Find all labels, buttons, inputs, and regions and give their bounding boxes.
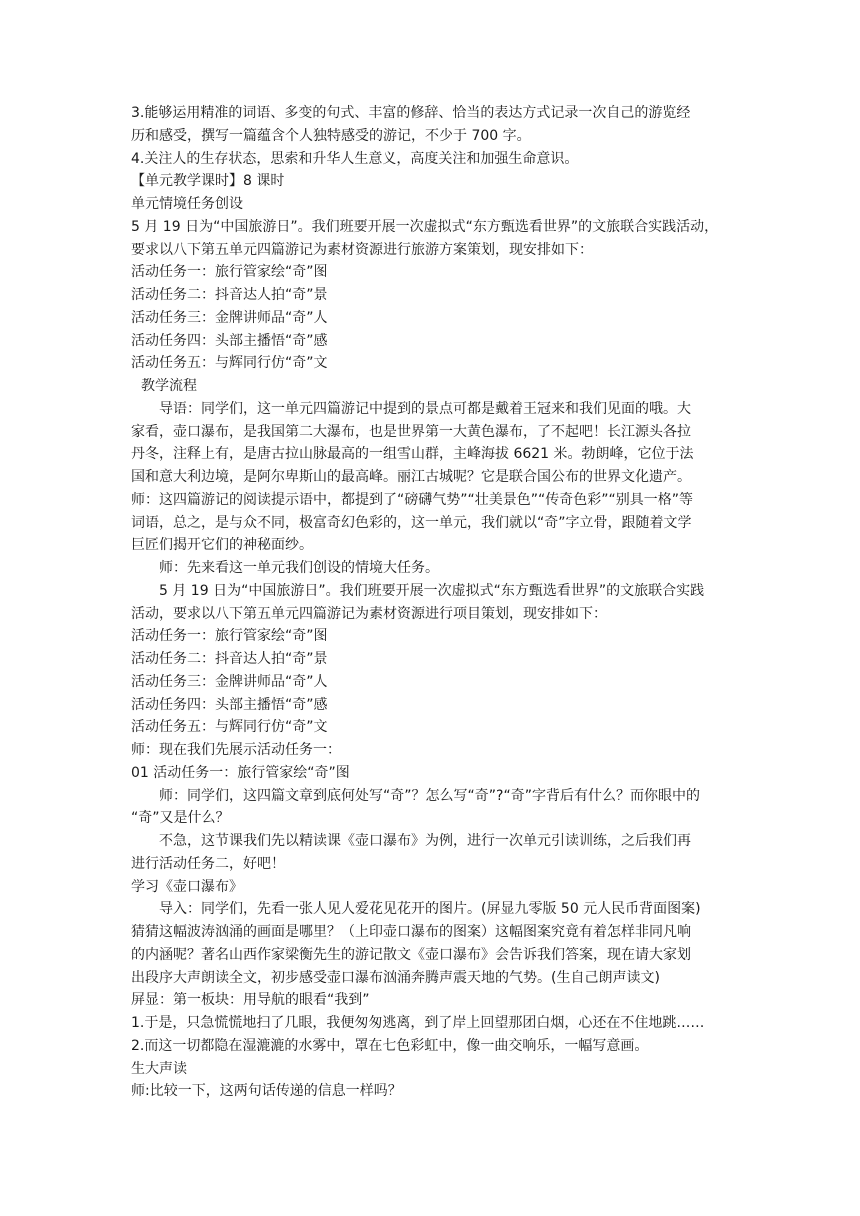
- text-line: 家看，壶口瀑布，是我国第二大瀑布，也是世界第一大黄色瀑布，了不起吧！长江源头各拉: [131, 423, 691, 440]
- text-line: 4.关注人的生存状态，思索和升华人生意义，高度关注和加强生命意识。: [131, 150, 579, 167]
- text-line: “奇”又是什么？: [131, 810, 230, 827]
- text-line: 要求以八下第五单元四篇游记为素材资源进行旅游方案策划，现安排如下：: [131, 241, 593, 258]
- task-item: 活动任务五：与辉同行仿“奇”文: [131, 719, 328, 736]
- document-page: [131, 102, 741, 1103]
- task-item: 活动任务二：抖音达人拍“奇”景: [131, 651, 328, 667]
- text-line: 进行活动任务二，好吧！: [131, 855, 285, 872]
- text-line: 词语，总之，是与众不同，极富奇幻色彩的，这一单元，我们就以“奇”字立骨，跟随着文学: [131, 514, 692, 531]
- text-line: 的内涵呢？著名山西作家梁衡先生的游记散文《壶口瀑布》会告诉我们答案，现在请大家划: [131, 946, 691, 963]
- text-line: 导入：同学们，先看一张人见人爱花见花开的图片。(屏显九零版 50 元人民币背面图案): [159, 901, 701, 918]
- text-line: 2.而这一切都隐在湿漉漉的水雾中，罩在七色彩虹中，像一曲交响乐，一幅写意画。: [131, 1037, 649, 1054]
- task-item: 活动任务三：金牌讲师品“奇”人: [131, 673, 328, 690]
- text-line: 猜猜这幅波涛汹涌的画面是哪里？（上印壶口瀑布的图案）这幅图案究竟有着怎样非同凡响: [131, 924, 691, 940]
- text-line: 活动，要求以八下第五单元四篇游记为素材资源进行项目策划，现安排如下：: [131, 605, 607, 622]
- text-line: 历和感受，撰写一篇蕴含个人独特感受的游记，不少于 700 字。: [131, 127, 531, 144]
- task-item: 活动任务四：头部主播悟“奇”感: [131, 332, 328, 349]
- text-line: 师：现在我们先展示活动任务一：: [131, 742, 341, 758]
- task-item: 活动任务二：抖音达人拍“奇”景: [131, 287, 328, 303]
- section-heading: 学习《壶口瀑布》: [131, 878, 243, 895]
- section-heading: 单元情境任务创设: [131, 196, 243, 212]
- text-line: 导语：同学们，这一单元四篇游记中提到的景点可都是戴着王冠来和我们见面的哦。大: [159, 400, 691, 417]
- text-line: 国和意大利边境，是阿尔卑斯山的最高峰。丽江古城呢？它是联合国公布的世界文化遗产。: [131, 469, 691, 485]
- text-line: 师：先来看这一单元我们创设的情境大任务。: [159, 560, 439, 576]
- text-line: 屏显：第一板块：用导航的眼看“我到”: [131, 992, 370, 1009]
- section-heading: 教学流程: [141, 378, 197, 394]
- text-line: 5 月 19 日为“中国旅游日”。我们班要开展一次虚拟式“东方甄选看世界”的文旅联合实践: [159, 582, 705, 599]
- task-item: 活动任务一：旅行管家绘“奇”图: [131, 628, 328, 645]
- text-line: 出段序大声朗读全文，初步感受壶口瀑布汹涌奔腾声震天地的气势。(生自己朗声读文): [131, 969, 660, 986]
- text-line: 丹冬，注释上有，是唐古拉山脉最高的一组雪山群，主峰海拔 6621 米。勃朗峰，它位于法: [131, 446, 694, 463]
- section-heading: 01 活动任务一：旅行管家绘“奇”图: [131, 764, 350, 781]
- task-item: 活动任务三：金牌讲师品“奇”人: [131, 309, 328, 326]
- task-item: 活动任务五：与辉同行仿“奇”文: [131, 355, 328, 372]
- text-line: 1.于是，只急慌慌地扫了几眼，我便匆匆逃离，到了岸上回望那团白烟，心还在不住地跳……: [131, 1015, 705, 1031]
- text-line: 师:比较一下，这两句话传递的信息一样吗？: [131, 1083, 402, 1100]
- text-line: 巨匠们揭开它们的神秘面纱。: [131, 537, 313, 554]
- text-line: 5 月 19 日为“中国旅游日”。我们班要开展一次虚拟式“东方甄选看世界”的文旅联合实践活动，: [131, 218, 719, 235]
- text-line: 师：同学们，这四篇文章到底何处写“奇”？怎么写“奇”?“奇”字背后有什么？而你眼中的: [159, 787, 700, 804]
- task-item: 活动任务四：头部主播悟“奇”感: [131, 696, 328, 713]
- text-line: 生大声读: [131, 1060, 187, 1077]
- text-line: 不急，这节课我们先以精读课《壶口瀑布》为例，进行一次单元引读训练，之后我们再: [159, 833, 691, 849]
- section-heading: 【单元教学课时】8 课时: [131, 173, 285, 190]
- text-line: 师：这四篇游记的阅读提示语中，都提到了“磅礴气势”“壮美景色”“传奇色彩”“别具一格”等: [131, 491, 694, 508]
- text-line: 3.能够运用精准的词语、多变的句式、丰富的修辞、恰当的表达方式记录一次自己的游览经: [131, 105, 691, 121]
- task-item: 活动任务一：旅行管家绘“奇”图: [131, 264, 328, 281]
